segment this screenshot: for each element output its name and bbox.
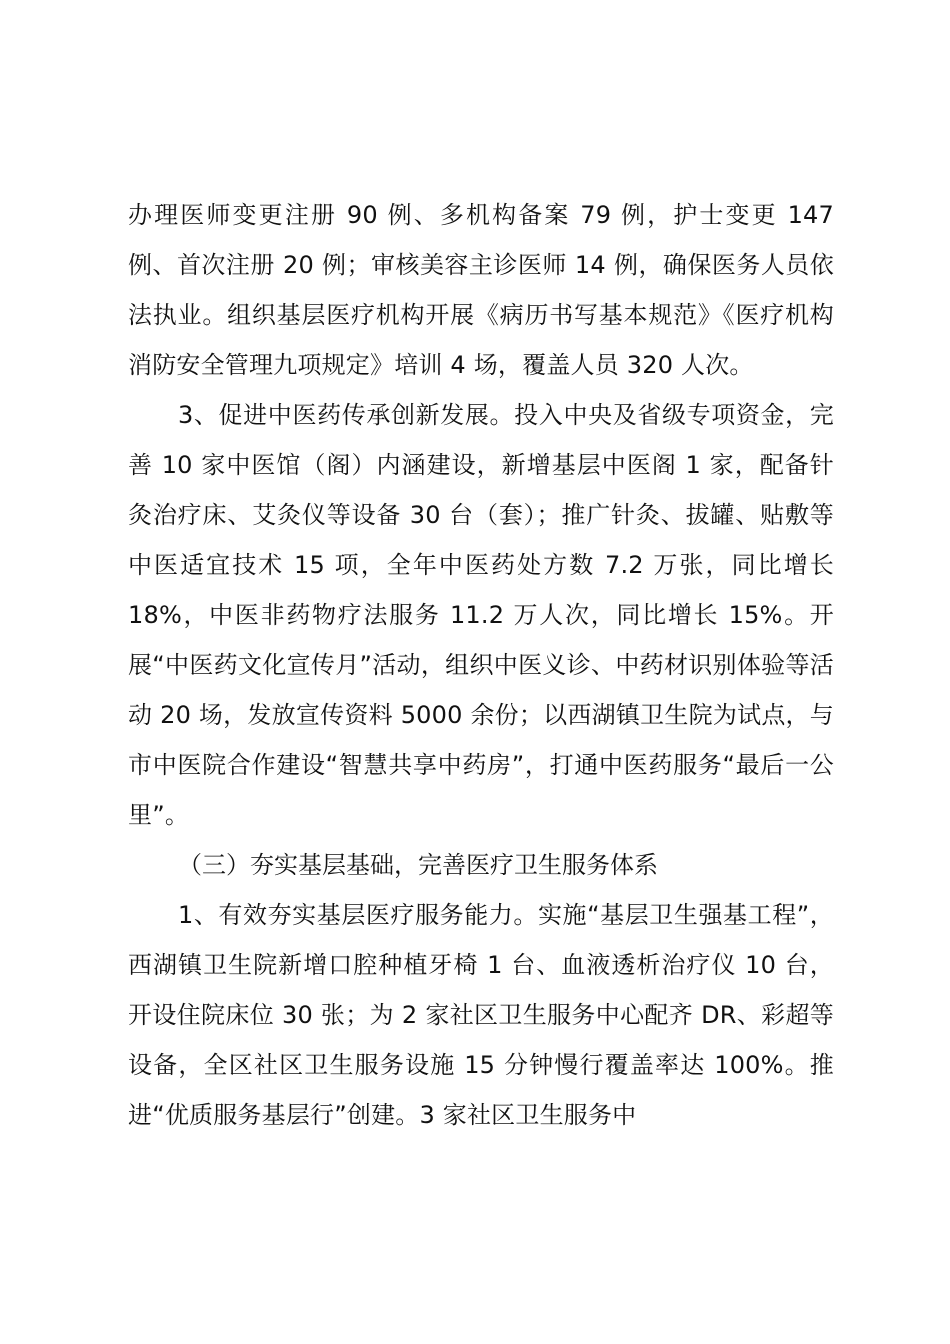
section-heading-3: （三）夯实基层基础，完善医疗卫生服务体系	[178, 851, 658, 879]
paragraph-primary-care-capacity: 1、有效夯实基层医疗服务能力。实施“基层卫生强基工程”，西湖镇卫生院新增口腔种植牙椅 1 台、血液透析治疗仪 10 台，开设住院床位 30 张；为 2 家社区卫生服务中心配齐 DR、彩超等设备，全区社区卫生服务设施 15 分钟慢行覆盖率达 100%。推进“优质服务基层行”创建。3 家社区卫生服务中	[128, 901, 834, 1129]
paragraph-tcm-development: 3、促进中医药传承创新发展。投入中央及省级专项资金，完善 10 家中医馆（阁）内涵建设，新增基层中医阁 1 家，配备针灸治疗床、艾灸仪等设备 30 台（套）；推广针灸、拔罐、贴敷等中医适宜技术 15 项，全年中医药处方数 7.2 万张，同比增长 18%，中医非药物疗法服务 11.2 万人次，同比增长 15%。开展“中医药文化宣传月”活动，组织中医义诊、中药材识别体验等活动 20 场，发放宣传资料 5000 余份；以西湖镇卫生院为试点，与市中医院合作建设“智慧共享中药房”，打通中医药服务“最后一公里”。	[128, 401, 834, 829]
paragraph-registration-training: 办理医师变更注册 90 例、多机构备案 79 例，护士变更 147 例、首次注册 20 例；审核美容主诊医师 14 例，确保医务人员依法执业。组织基层医疗机构开展《病历书写基本规范》《医疗机构消防安全管理九项规定》培训 4 场，覆盖人员 320 人次。	[128, 201, 834, 379]
document-page	[128, 190, 834, 1140]
